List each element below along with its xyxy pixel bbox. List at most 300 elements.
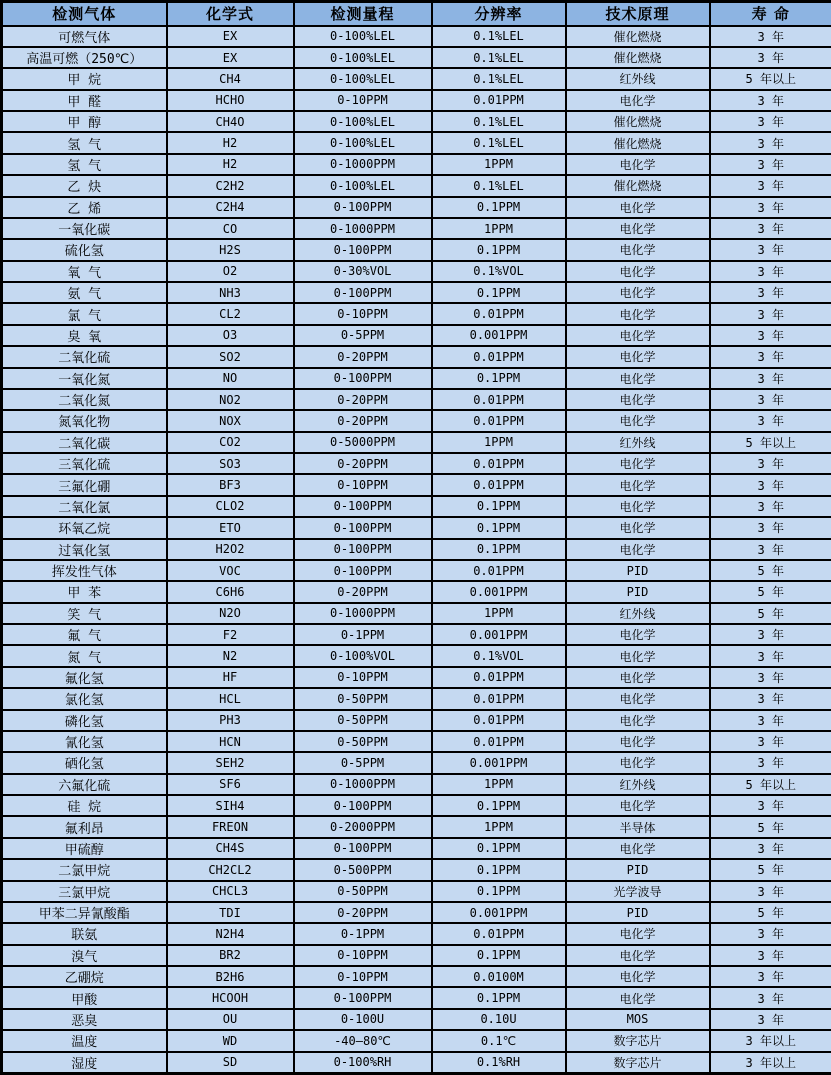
resolution-cell: 0.01PPM <box>432 453 566 474</box>
formula-cell: NO2 <box>167 389 294 410</box>
table-row <box>2 474 831 495</box>
formula-cell: CLO2 <box>167 496 294 517</box>
lifespan-cell: 3 年 <box>710 218 831 239</box>
gas-name-cell: 甲 醇 <box>2 111 167 132</box>
lifespan-cell: 5 年以上 <box>710 432 831 453</box>
range-cell: 0-50PPM <box>294 881 432 902</box>
table-row <box>2 731 831 752</box>
resolution-cell: 0.01PPM <box>432 389 566 410</box>
gas-name-cell: 硅 烷 <box>2 795 167 816</box>
lifespan-cell: 3 年 <box>710 539 831 560</box>
formula-cell: H2 <box>167 154 294 175</box>
table-row <box>2 368 831 389</box>
lifespan-cell: 3 年 <box>710 517 831 538</box>
range-cell: 0-1000PPM <box>294 154 432 175</box>
table-row <box>2 667 831 688</box>
principle-cell: 电化学 <box>566 197 710 218</box>
table-row <box>2 539 831 560</box>
table-row <box>2 902 831 923</box>
range-cell: 0-100%LEL <box>294 175 432 196</box>
resolution-cell: 0.01PPM <box>432 303 566 324</box>
gas-name-cell: 硒化氢 <box>2 752 167 773</box>
range-cell: 0-100%RH <box>294 1052 432 1074</box>
range-cell: 0-20PPM <box>294 902 432 923</box>
formula-cell: SO2 <box>167 346 294 367</box>
gas-name-cell: 氟 气 <box>2 624 167 645</box>
principle-cell: 催化燃烧 <box>566 26 710 47</box>
resolution-cell: 0.1PPM <box>432 496 566 517</box>
gas-name-cell: 三氧化硫 <box>2 453 167 474</box>
formula-cell: SF6 <box>167 774 294 795</box>
principle-cell: 电化学 <box>566 923 710 944</box>
principle-cell: 电化学 <box>566 731 710 752</box>
range-cell: 0-100PPM <box>294 197 432 218</box>
formula-cell: ETO <box>167 517 294 538</box>
gas-name-cell: 乙 烯 <box>2 197 167 218</box>
column-header-principle: 技术原理 <box>566 2 710 26</box>
principle-cell: 电化学 <box>566 410 710 431</box>
table-row <box>2 432 831 453</box>
range-cell: 0-1PPM <box>294 923 432 944</box>
principle-cell: 电化学 <box>566 90 710 111</box>
range-cell: 0-100PPM <box>294 496 432 517</box>
principle-cell: 光学波导 <box>566 881 710 902</box>
gas-name-cell: 甲 醛 <box>2 90 167 111</box>
principle-cell: 电化学 <box>566 389 710 410</box>
lifespan-cell: 3 年 <box>710 325 831 346</box>
resolution-cell: 0.01PPM <box>432 688 566 709</box>
formula-cell: HF <box>167 667 294 688</box>
gas-name-cell: 乙 炔 <box>2 175 167 196</box>
gas-name-cell: 二氧化碳 <box>2 432 167 453</box>
table-row <box>2 581 831 602</box>
range-cell: 0-50PPM <box>294 710 432 731</box>
range-cell: 0-50PPM <box>294 731 432 752</box>
principle-cell: 红外线 <box>566 432 710 453</box>
gas-name-cell: 氯 气 <box>2 303 167 324</box>
range-cell: 0-100%VOL <box>294 645 432 666</box>
resolution-cell: 0.1PPM <box>432 859 566 880</box>
table-row <box>2 496 831 517</box>
lifespan-cell: 3 年以上 <box>710 1030 831 1051</box>
resolution-cell: 0.1PPM <box>432 881 566 902</box>
lifespan-cell: 3 年 <box>710 47 831 68</box>
range-cell: 0-100PPM <box>294 239 432 260</box>
lifespan-cell: 3 年 <box>710 239 831 260</box>
formula-cell: BR2 <box>167 945 294 966</box>
principle-cell: 电化学 <box>566 239 710 260</box>
resolution-cell: 0.01PPM <box>432 731 566 752</box>
principle-cell: 电化学 <box>566 795 710 816</box>
principle-cell: PID <box>566 902 710 923</box>
range-cell: 0-100PPM <box>294 539 432 560</box>
formula-cell: BF3 <box>167 474 294 495</box>
range-cell: 0-10PPM <box>294 303 432 324</box>
formula-cell: N2 <box>167 645 294 666</box>
lifespan-cell: 3 年 <box>710 453 831 474</box>
formula-cell: CH4O <box>167 111 294 132</box>
principle-cell: 电化学 <box>566 474 710 495</box>
lifespan-cell: 3 年 <box>710 945 831 966</box>
principle-cell: 电化学 <box>566 688 710 709</box>
range-cell: 0-20PPM <box>294 346 432 367</box>
formula-cell: CO2 <box>167 432 294 453</box>
gas-name-cell: 二氯甲烷 <box>2 859 167 880</box>
resolution-cell: 0.10U <box>432 1009 566 1030</box>
table-row <box>2 966 831 987</box>
resolution-cell: 0.1%VOL <box>432 645 566 666</box>
principle-cell: 电化学 <box>566 261 710 282</box>
resolution-cell: 0.001PPM <box>432 325 566 346</box>
gas-name-cell: 一氧化氮 <box>2 368 167 389</box>
formula-cell: O2 <box>167 261 294 282</box>
gas-name-cell: 臭 氧 <box>2 325 167 346</box>
principle-cell: 红外线 <box>566 774 710 795</box>
formula-cell: SO3 <box>167 453 294 474</box>
table-header <box>2 2 831 26</box>
table-row <box>2 688 831 709</box>
table-row <box>2 1052 831 1074</box>
principle-cell: 电化学 <box>566 453 710 474</box>
gas-name-cell: 甲 苯 <box>2 581 167 602</box>
lifespan-cell: 3 年 <box>710 795 831 816</box>
lifespan-cell: 3 年 <box>710 197 831 218</box>
gas-name-cell: 氰化氢 <box>2 731 167 752</box>
table-row <box>2 945 831 966</box>
resolution-cell: 0.1PPM <box>432 517 566 538</box>
gas-name-cell: 硫化氢 <box>2 239 167 260</box>
gas-name-cell: 六氟化硫 <box>2 774 167 795</box>
gas-name-cell: 磷化氢 <box>2 710 167 731</box>
principle-cell: 红外线 <box>566 68 710 89</box>
principle-cell: 电化学 <box>566 667 710 688</box>
lifespan-cell: 3 年 <box>710 303 831 324</box>
table-row <box>2 197 831 218</box>
formula-cell: PH3 <box>167 710 294 731</box>
formula-cell: NH3 <box>167 282 294 303</box>
principle-cell: 电化学 <box>566 966 710 987</box>
range-cell: 0-30%VOL <box>294 261 432 282</box>
table-row <box>2 624 831 645</box>
lifespan-cell: 5 年 <box>710 581 831 602</box>
gas-name-cell: 溴气 <box>2 945 167 966</box>
lifespan-cell: 3 年 <box>710 966 831 987</box>
gas-name-cell: 氢 气 <box>2 132 167 153</box>
range-cell: 0-100PPM <box>294 795 432 816</box>
range-cell: 0-500PPM <box>294 859 432 880</box>
range-cell: 0-100%LEL <box>294 26 432 47</box>
range-cell: 0-10PPM <box>294 474 432 495</box>
resolution-cell: 0.1PPM <box>432 197 566 218</box>
principle-cell: 电化学 <box>566 218 710 239</box>
formula-cell: HCL <box>167 688 294 709</box>
gas-name-cell: 甲苯二异氰酸酯 <box>2 902 167 923</box>
resolution-cell: 0.01PPM <box>432 667 566 688</box>
resolution-cell: 0.1%LEL <box>432 132 566 153</box>
gas-name-cell: 过氧化氢 <box>2 539 167 560</box>
formula-cell: HCHO <box>167 90 294 111</box>
lifespan-cell: 3 年 <box>710 881 831 902</box>
formula-cell: WD <box>167 1030 294 1051</box>
formula-cell: CH2CL2 <box>167 859 294 880</box>
resolution-cell: 0.1%LEL <box>432 26 566 47</box>
table-row <box>2 239 831 260</box>
table-row <box>2 325 831 346</box>
range-cell: 0-5PPM <box>294 752 432 773</box>
lifespan-cell: 3 年 <box>710 175 831 196</box>
resolution-cell: 0.1PPM <box>432 239 566 260</box>
lifespan-cell: 3 年 <box>710 111 831 132</box>
table-row <box>2 645 831 666</box>
formula-cell: VOC <box>167 560 294 581</box>
formula-cell: N2O <box>167 603 294 624</box>
table-row <box>2 303 831 324</box>
gas-name-cell: 氟利昂 <box>2 816 167 837</box>
lifespan-cell: 3 年 <box>710 132 831 153</box>
formula-cell: HCOOH <box>167 987 294 1008</box>
range-cell: 0-100%LEL <box>294 68 432 89</box>
formula-cell: N2H4 <box>167 923 294 944</box>
principle-cell: 电化学 <box>566 282 710 303</box>
principle-cell: 电化学 <box>566 368 710 389</box>
table-row <box>2 47 831 68</box>
resolution-cell: 0.1PPM <box>432 282 566 303</box>
resolution-cell: 0.1℃ <box>432 1030 566 1051</box>
resolution-cell: 0.01PPM <box>432 560 566 581</box>
table-row <box>2 838 831 859</box>
gas-name-cell: 氨 气 <box>2 282 167 303</box>
table-row <box>2 26 831 47</box>
formula-cell: CO <box>167 218 294 239</box>
formula-cell: CL2 <box>167 303 294 324</box>
header-row <box>2 2 831 26</box>
resolution-cell: 0.1PPM <box>432 795 566 816</box>
range-cell: 0-1000PPM <box>294 218 432 239</box>
table-row <box>2 132 831 153</box>
formula-cell: NO <box>167 368 294 389</box>
lifespan-cell: 3 年 <box>710 752 831 773</box>
lifespan-cell: 3 年 <box>710 667 831 688</box>
range-cell: 0-10PPM <box>294 90 432 111</box>
gas-name-cell: 一氧化碳 <box>2 218 167 239</box>
range-cell: 0-20PPM <box>294 453 432 474</box>
lifespan-cell: 3 年 <box>710 368 831 389</box>
resolution-cell: 0.001PPM <box>432 624 566 645</box>
lifespan-cell: 3 年 <box>710 923 831 944</box>
principle-cell: 电化学 <box>566 752 710 773</box>
lifespan-cell: 5 年以上 <box>710 68 831 89</box>
table-row <box>2 752 831 773</box>
resolution-cell: 0.01PPM <box>432 410 566 431</box>
lifespan-cell: 3 年 <box>710 731 831 752</box>
formula-cell: F2 <box>167 624 294 645</box>
lifespan-cell: 3 年 <box>710 154 831 175</box>
formula-cell: C2H2 <box>167 175 294 196</box>
range-cell: 0-50PPM <box>294 688 432 709</box>
principle-cell: 电化学 <box>566 987 710 1008</box>
lifespan-cell: 3 年 <box>710 261 831 282</box>
range-cell: 0-100PPM <box>294 282 432 303</box>
lifespan-cell: 3 年 <box>710 838 831 859</box>
range-cell: 0-2000PPM <box>294 816 432 837</box>
formula-cell: CHCL3 <box>167 881 294 902</box>
gas-name-cell: 温度 <box>2 1030 167 1051</box>
resolution-cell: 0.0100M <box>432 966 566 987</box>
principle-cell: 催化燃烧 <box>566 132 710 153</box>
lifespan-cell: 3 年 <box>710 645 831 666</box>
resolution-cell: 0.001PPM <box>432 902 566 923</box>
principle-cell: 数字芯片 <box>566 1030 710 1051</box>
resolution-cell: 0.001PPM <box>432 752 566 773</box>
resolution-cell: 0.001PPM <box>432 581 566 602</box>
gas-name-cell: 甲 烷 <box>2 68 167 89</box>
range-cell: 0-1000PPM <box>294 774 432 795</box>
table-row <box>2 774 831 795</box>
lifespan-cell: 3 年 <box>710 624 831 645</box>
range-cell: 0-5000PPM <box>294 432 432 453</box>
resolution-cell: 1PPM <box>432 218 566 239</box>
column-header-lifespan: 寿 命 <box>710 2 831 26</box>
lifespan-cell: 5 年以上 <box>710 774 831 795</box>
range-cell: 0-100PPM <box>294 838 432 859</box>
gas-name-cell: 恶臭 <box>2 1009 167 1030</box>
lifespan-cell: 5 年 <box>710 560 831 581</box>
resolution-cell: 1PPM <box>432 432 566 453</box>
column-header-range: 检测量程 <box>294 2 432 26</box>
lifespan-cell: 3 年 <box>710 282 831 303</box>
gas-name-cell: 可燃气体 <box>2 26 167 47</box>
lifespan-cell: 3 年 <box>710 496 831 517</box>
lifespan-cell: 3 年 <box>710 346 831 367</box>
table-row <box>2 282 831 303</box>
table-row <box>2 859 831 880</box>
lifespan-cell: 5 年 <box>710 603 831 624</box>
principle-cell: 电化学 <box>566 517 710 538</box>
range-cell: 0-1000PPM <box>294 603 432 624</box>
formula-cell: H2S <box>167 239 294 260</box>
principle-cell: 催化燃烧 <box>566 47 710 68</box>
column-header-gas: 检测气体 <box>2 2 167 26</box>
range-cell: 0-100PPM <box>294 368 432 389</box>
table-row <box>2 560 831 581</box>
lifespan-cell: 3 年 <box>710 410 831 431</box>
principle-cell: PID <box>566 859 710 880</box>
formula-cell: C6H6 <box>167 581 294 602</box>
resolution-cell: 1PPM <box>432 774 566 795</box>
column-header-formula: 化学式 <box>167 2 294 26</box>
formula-cell: C2H4 <box>167 197 294 218</box>
gas-name-cell: 氢 气 <box>2 154 167 175</box>
lifespan-cell: 3 年 <box>710 987 831 1008</box>
resolution-cell: 0.1PPM <box>432 987 566 1008</box>
lifespan-cell: 3 年 <box>710 688 831 709</box>
gas-name-cell: 氮 气 <box>2 645 167 666</box>
gas-name-cell: 三氟化硼 <box>2 474 167 495</box>
formula-cell: B2H6 <box>167 966 294 987</box>
resolution-cell: 0.1PPM <box>432 368 566 389</box>
gas-name-cell: 高温可燃（250℃） <box>2 47 167 68</box>
gas-name-cell: 氮氧化物 <box>2 410 167 431</box>
table-row <box>2 154 831 175</box>
range-cell: 0-1PPM <box>294 624 432 645</box>
principle-cell: 电化学 <box>566 496 710 517</box>
principle-cell: PID <box>566 581 710 602</box>
principle-cell: 电化学 <box>566 710 710 731</box>
principle-cell: 电化学 <box>566 539 710 560</box>
principle-cell: 电化学 <box>566 838 710 859</box>
table-row <box>2 261 831 282</box>
resolution-cell: 1PPM <box>432 603 566 624</box>
gas-name-cell: 联氨 <box>2 923 167 944</box>
principle-cell: 电化学 <box>566 154 710 175</box>
table-row <box>2 987 831 1008</box>
resolution-cell: 0.1%LEL <box>432 68 566 89</box>
table-row <box>2 111 831 132</box>
formula-cell: OU <box>167 1009 294 1030</box>
lifespan-cell: 3 年 <box>710 90 831 111</box>
resolution-cell: 0.1PPM <box>432 945 566 966</box>
table-row <box>2 603 831 624</box>
gas-name-cell: 氟化氢 <box>2 667 167 688</box>
resolution-cell: 0.01PPM <box>432 346 566 367</box>
formula-cell: EX <box>167 47 294 68</box>
range-cell: 0-10PPM <box>294 667 432 688</box>
gas-name-cell: 环氧乙烷 <box>2 517 167 538</box>
lifespan-cell: 3 年 <box>710 26 831 47</box>
table-row <box>2 389 831 410</box>
resolution-cell: 0.1%RH <box>432 1052 566 1074</box>
resolution-cell: 0.1%VOL <box>432 261 566 282</box>
lifespan-cell: 3 年以上 <box>710 1052 831 1074</box>
resolution-cell: 0.1%LEL <box>432 111 566 132</box>
range-cell: 0-5PPM <box>294 325 432 346</box>
gas-name-cell: 乙硼烷 <box>2 966 167 987</box>
column-header-resolution: 分辨率 <box>432 2 566 26</box>
range-cell: -40—80℃ <box>294 1030 432 1051</box>
gas-name-cell: 二氧化硫 <box>2 346 167 367</box>
gas-name-cell: 三氯甲烷 <box>2 881 167 902</box>
table-row <box>2 90 831 111</box>
principle-cell: 电化学 <box>566 945 710 966</box>
lifespan-cell: 5 年 <box>710 816 831 837</box>
gas-name-cell: 甲硫醇 <box>2 838 167 859</box>
table-row <box>2 410 831 431</box>
principle-cell: 电化学 <box>566 303 710 324</box>
resolution-cell: 0.1%LEL <box>432 47 566 68</box>
formula-cell: SD <box>167 1052 294 1074</box>
lifespan-cell: 5 年 <box>710 902 831 923</box>
principle-cell: MOS <box>566 1009 710 1030</box>
principle-cell: 电化学 <box>566 624 710 645</box>
formula-cell: CH4 <box>167 68 294 89</box>
resolution-cell: 0.01PPM <box>432 710 566 731</box>
principle-cell: 半导体 <box>566 816 710 837</box>
principle-cell: 红外线 <box>566 603 710 624</box>
table-row <box>2 881 831 902</box>
principle-cell: 电化学 <box>566 346 710 367</box>
table-row <box>2 218 831 239</box>
gas-name-cell: 挥发性气体 <box>2 560 167 581</box>
formula-cell: NOX <box>167 410 294 431</box>
resolution-cell: 0.01PPM <box>432 90 566 111</box>
range-cell: 0-20PPM <box>294 581 432 602</box>
formula-cell: O3 <box>167 325 294 346</box>
table-row <box>2 1009 831 1030</box>
table-row <box>2 175 831 196</box>
gas-name-cell: 二氧化氮 <box>2 389 167 410</box>
range-cell: 0-20PPM <box>294 389 432 410</box>
lifespan-cell: 3 年 <box>710 389 831 410</box>
